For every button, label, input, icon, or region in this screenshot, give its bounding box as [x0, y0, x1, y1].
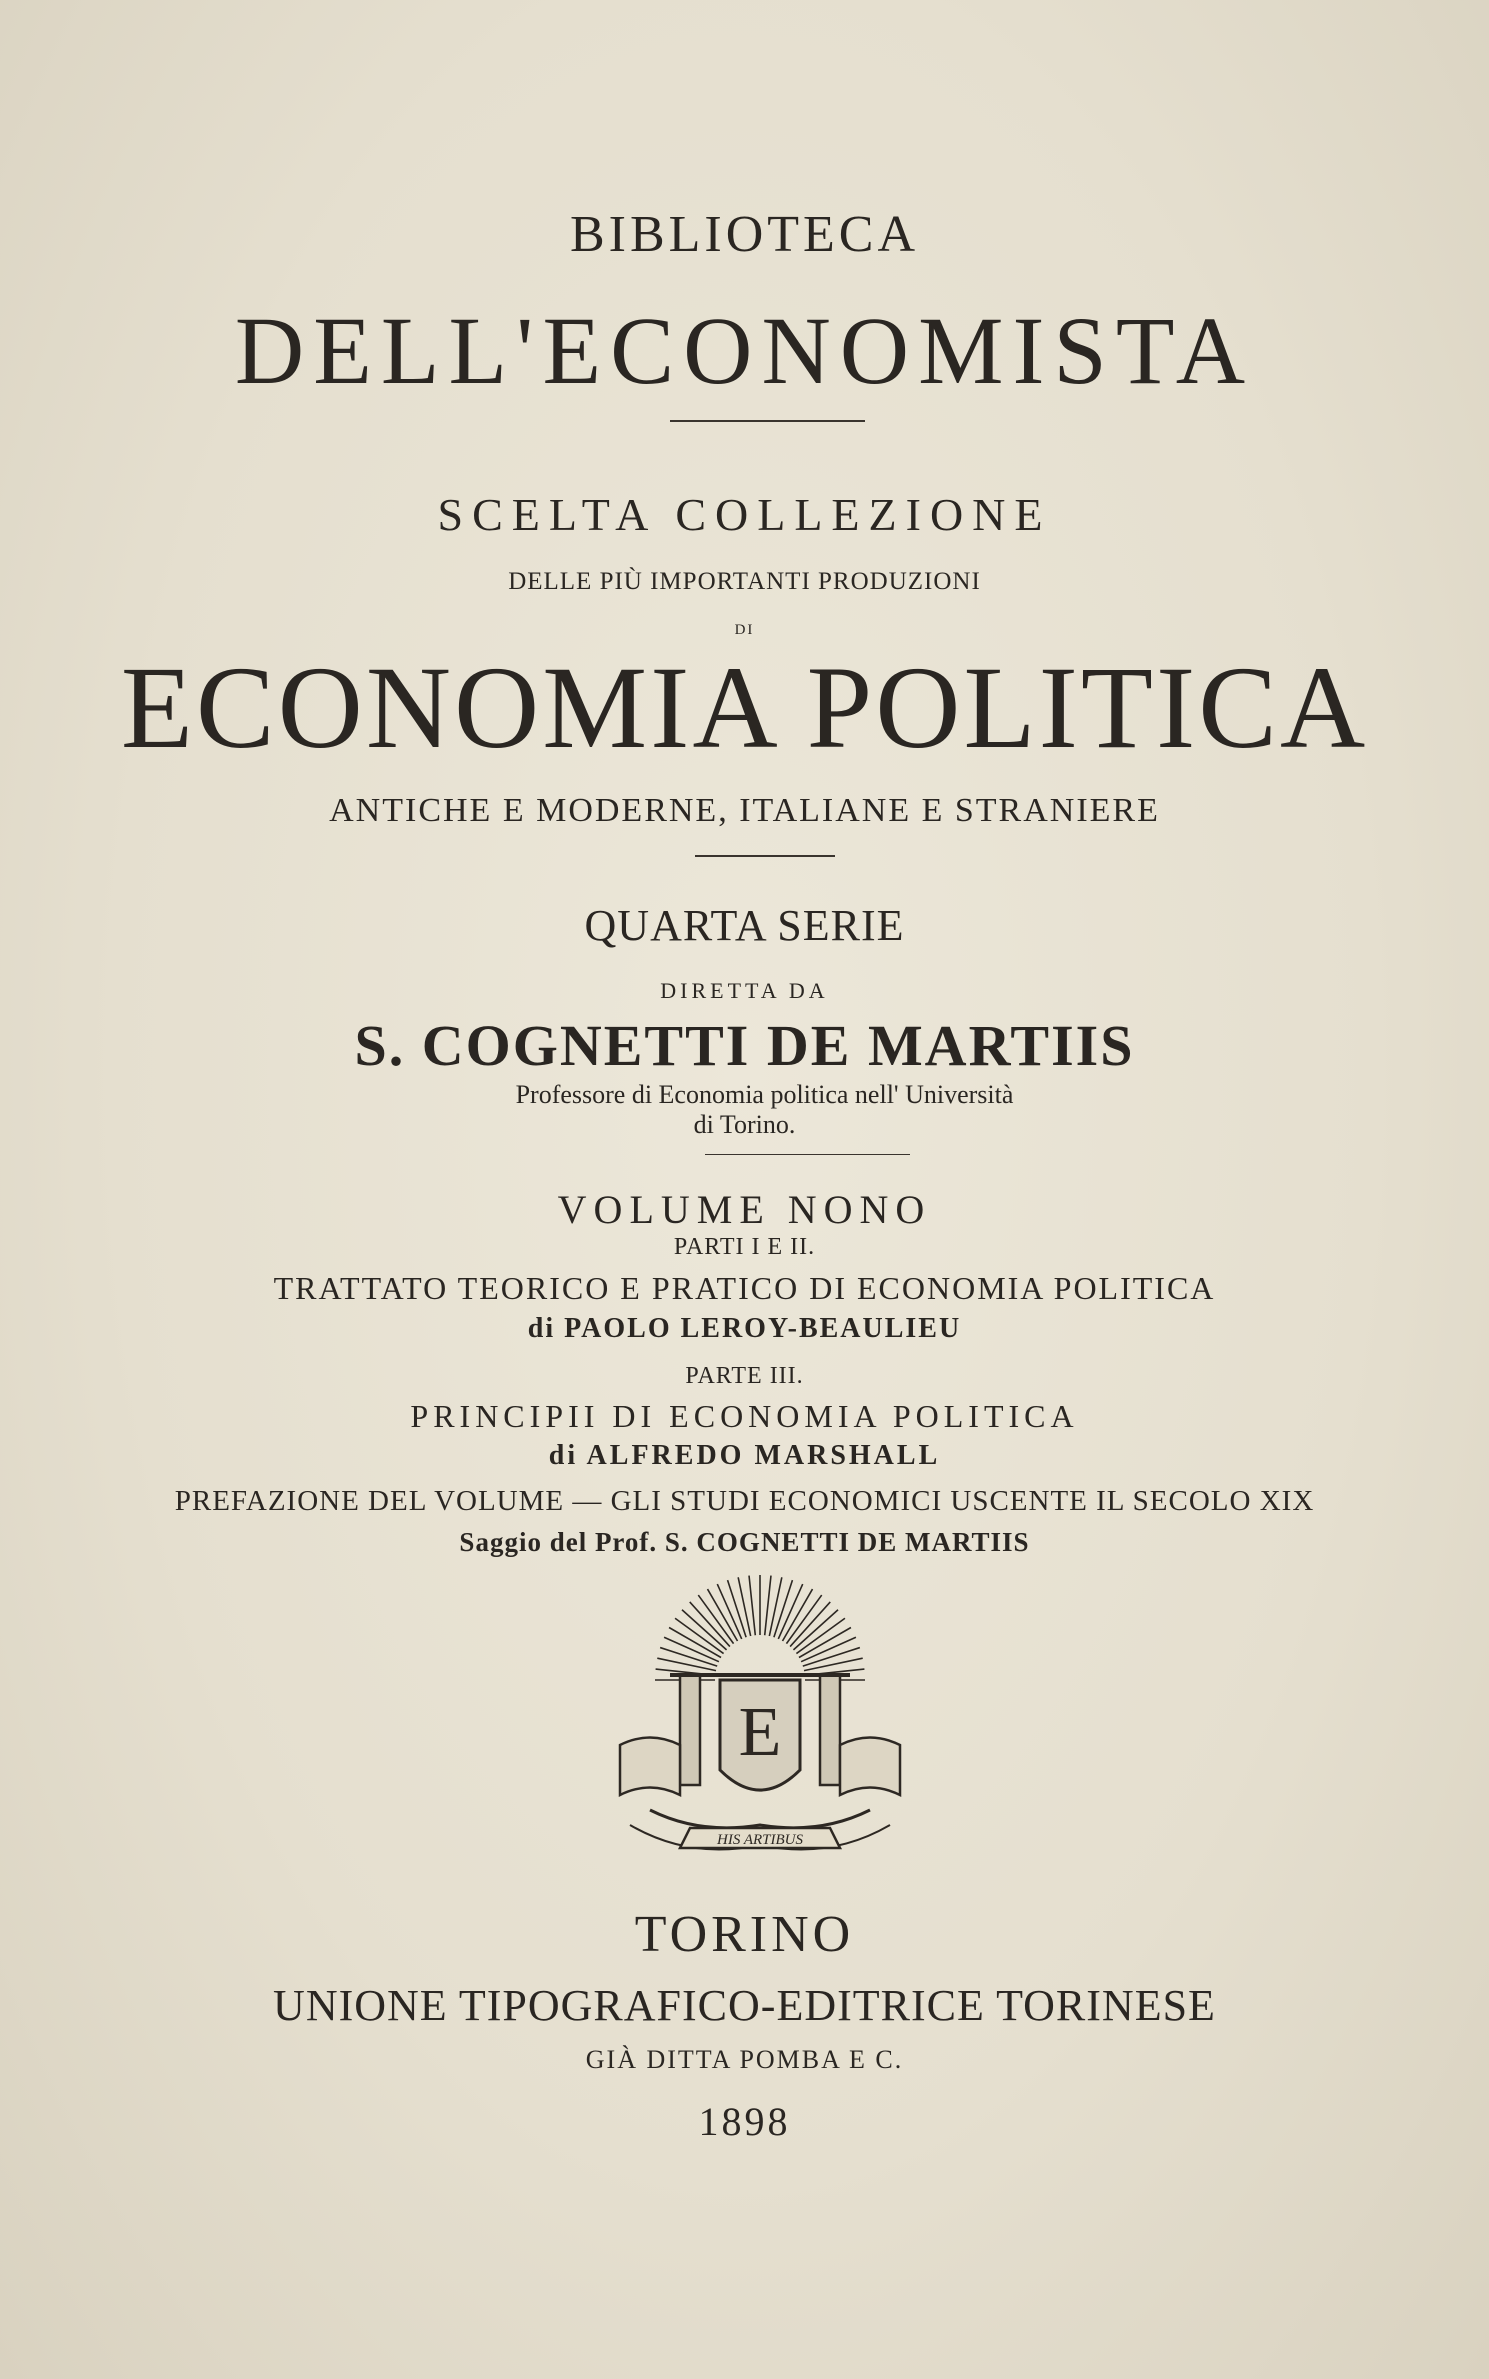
work-2: PRINCIPII DI ECONOMIA POLITICA — [410, 1398, 1079, 1434]
preface-line: PREFAZIONE DEL VOLUME — GLI STUDI ECONOMICI USCENTE IL SECOLO XIX — [174, 1485, 1315, 1517]
sunburst-rays — [655, 1575, 865, 1680]
collection-subheading: DELLE PIÙ IMPORTANTI PRODUZIONI — [508, 568, 981, 595]
series-line-1: BIBLIOTECA — [569, 206, 920, 263]
divider-3 — [705, 1154, 910, 1155]
imprint-publisher: UNIONE TIPOGRAFICO-EDITRICE TORINESE — [273, 1981, 1216, 2030]
emblem-motto: HIS ARTIBUS — [717, 1832, 803, 1848]
parts-1: PARTI I E II. — [673, 1234, 816, 1260]
author-1: di PAOLO LEROY-BEAULIEU — [527, 1313, 962, 1344]
diretta-da: DIRETTA DA — [660, 978, 829, 1003]
imprint-former: GIÀ DITTA POMBA E C. — [585, 2045, 904, 2074]
collection-heading: SCELTA COLLEZIONE — [437, 489, 1052, 540]
divider-2 — [695, 855, 835, 857]
author-2: di ALFREDO MARSHALL — [548, 1440, 941, 1471]
series-title: DELL'ECONOMISTA — [234, 297, 1255, 404]
essay-line: Saggio del Prof. S. COGNETTI DE MARTIIS — [459, 1527, 1030, 1557]
right-column-icon — [820, 1675, 840, 1785]
volume-label: VOLUME NONO — [557, 1187, 932, 1232]
parts-2: PARTE III. — [685, 1363, 804, 1389]
collection-di: DI — [734, 622, 755, 638]
collection-subject: ECONOMIA POLITICA — [120, 642, 1369, 773]
work-1: TRATTATO TEORICO E PRATICO DI ECONOMIA POLITICA — [273, 1270, 1216, 1306]
editor-title-1: Professore di Economia politica nell' Università — [515, 1080, 1014, 1109]
editor-name: S. COGNETTI DE MARTIIS — [354, 1013, 1135, 1078]
collection-qualifier: ANTICHE E MODERNE, ITALIANE E STRANIERE — [329, 792, 1160, 829]
editor-title-2: di Torino. — [693, 1110, 796, 1139]
publisher-emblem — [610, 1570, 910, 1880]
right-book-icon — [840, 1738, 900, 1796]
imprint-city: TORINO — [634, 1906, 855, 1963]
shield-monogram: E — [738, 1694, 782, 1771]
divider-1 — [670, 420, 865, 422]
left-column-icon — [680, 1675, 700, 1785]
left-book-icon — [620, 1738, 680, 1796]
imprint-year: 1898 — [698, 2099, 791, 2144]
series-number: QUARTA SERIE — [584, 901, 905, 950]
